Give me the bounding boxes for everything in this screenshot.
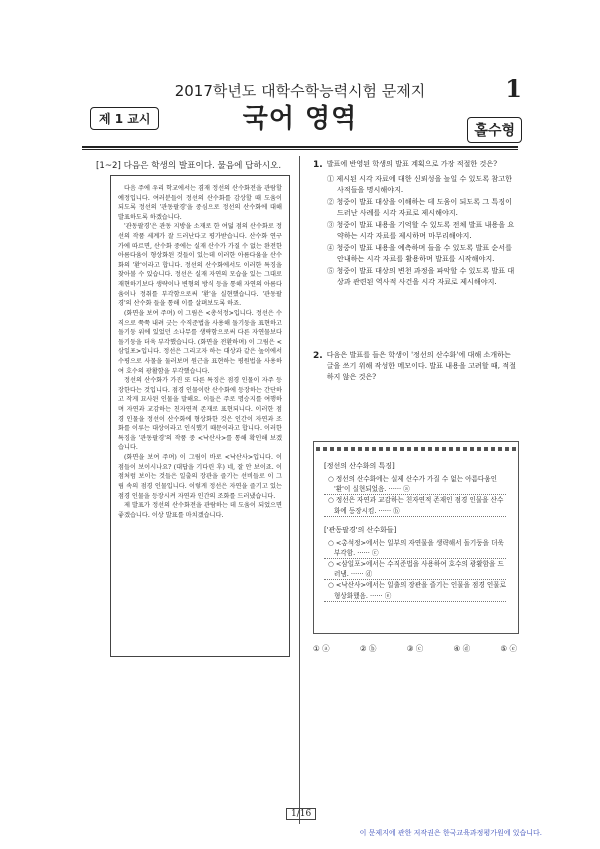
question-2-answers xyxy=(313,643,517,654)
question-2-number: 2. xyxy=(313,351,323,361)
question-1 xyxy=(313,159,517,288)
answer-option[interactable]: ④ ⓓ xyxy=(453,644,471,653)
answer-option[interactable]: ① 제시된 시각 자료에 대한 신뢰성을 높일 수 있도록 참고한 사적들을 명시해야지. xyxy=(327,173,512,194)
answer-option[interactable]: ② 청중이 발표 대상을 이해하는 데 도움이 되도록 그 특징이 드러난 사례를 시각 자료로 제시해야지. xyxy=(327,196,512,217)
answer-option[interactable]: ③ ⓒ xyxy=(406,644,424,653)
memo-item: ○ 정선의 산수화에는 실제 산수가 가질 수 없는 아름다움인 '환'이 실현되었음. ······ ⓐ xyxy=(324,474,506,495)
memo-section-1 xyxy=(324,461,506,517)
footer-page-number: 1/16 xyxy=(286,808,316,820)
answer-option[interactable]: ⑤ ⓔ xyxy=(500,644,517,653)
passage-paragraph: 다음 주에 우리 학교에서는 겸재 정선의 산수화전을 관람할 예정입니다. 여러분들이 정선의 산수화를 감상할 때 도움이 되도록 정선의 '관동팔경'을 중심으로 정선의 산수화에 대해 발표하도록 하겠습니다. xyxy=(118,185,282,221)
answer-option[interactable]: ② ⓑ xyxy=(359,644,377,653)
question-2-text: 다음은 발표를 들은 학생이 '정선의 산수화'에 대해 소개하는 글을 쓰기 위해 작성한 메모이다. 발표 내용을 고려할 때, 적절하지 않은 것은? xyxy=(326,350,516,381)
memo-section-2 xyxy=(324,525,506,602)
memo-item: ○ <삼일포>에서는 수직준법을 사용하여 호수의 광활함을 드러냄. ······ ⓓ xyxy=(324,559,506,580)
passage-paragraph: 제 발표가 정선의 산수화전을 관람하는 데 도움이 되었으면 좋겠습니다. 이상 발표를 마치겠습니다. xyxy=(118,502,282,519)
answer-option[interactable]: ① ⓐ xyxy=(313,644,330,653)
passage-box xyxy=(110,175,290,657)
memo-item: ○ 정선은 자연과 교감하는 친자연적 존재인 점경 인물을 산수화에 등장시킴. ······ ⓑ xyxy=(324,495,506,516)
answer-option[interactable]: ⑤ 청중이 발표 대상의 변천 과정을 파악할 수 있도록 발표 대상과 관련된 역사적 사건을 시각 자료로 제시해야지. xyxy=(327,265,515,286)
passage-paragraph: (화면을 보여 주며) 이 그림은 <총석정>입니다. 정선은 수직으로 쭉쭉 내려 긋는 수직준법을 사용해 돌기둥을 표현하고 돌기둥 위에 있었던 소나무를 생략함으로써 다른 자연물보다 돌기둥을 더욱 부각했습니다. (화면을 전환하며) 이 그림은 <삼일포>입니다. 정선은 그리고자 하는 대상과 같은 높이에서 수평으로 사물을 둘러보며 원근을 표현하는 평원법을 사용하여 호수의 광활함을 부각했습니다. xyxy=(118,309,282,375)
memo-section-title: ['관동팔경'의 산수화들] xyxy=(324,525,397,534)
exam-title: 2017학년도 대학수학능력시험 문제지 xyxy=(174,82,426,100)
memo-item: ○ <낙산사>에서는 일출의 장관을 즐기는 인물을 점경 인물로 형상화했음. ······ ⓔ xyxy=(324,580,506,601)
copyright-notice: 이 문제지에 관한 저작권은 한국교육과정평가원에 있습니다. xyxy=(359,829,542,837)
memo-box xyxy=(313,441,519,634)
instruction: [1~2] 다음은 학생의 발표이다. 물음에 답하시오. xyxy=(96,161,282,171)
question-1-text: 발표에 반영된 학생의 발표 계획으로 가장 적절한 것은? xyxy=(326,159,498,168)
page-number: 1 xyxy=(505,74,522,103)
form-type-badge: 홀수형 xyxy=(467,117,522,143)
column-divider xyxy=(299,156,300,824)
session-badge: 제 1 교시 xyxy=(90,107,159,130)
header-rule xyxy=(82,146,518,148)
passage-paragraph: '관동팔경'은 관동 지방을 소재로 한 여덟 점의 산수화로 정선의 작품 세계가 잘 드러난다고 평가받습니다. 산수화 연구가에 따르면, 산수화 중에는 실재 산수가 가질 수 없는 완전한 아름다움이 형상화된 것들이 있는데 이러한 아름다움을 산수화의 '환'이라고 합니다. 정선의 산수화에서도 이러한 특징을 찾아볼 수 있습니다. 정선은 실재 자연의 모습을 있는 그대로 재현하기보다 생략이나 변형의 방식 등을 통해 자연의 아름다움이나 정취를 부각함으로써 '환'을 실현했습니다. '관동팔경'의 산수화 들을 통해 이를 살펴보도록 하죠. xyxy=(118,223,282,308)
notebook-binding xyxy=(316,447,516,451)
answer-option[interactable]: ④ 청중이 발표 내용을 예측하며 들을 수 있도록 발표 순서를 안내하는 시각 자료를 활용하며 발표를 시작해야지. xyxy=(327,242,512,263)
passage-paragraph: (화면을 보여 주며) 이 그림이 바로 <낙산사>입니다. 이 점들이 보이시나요? (대답을 기다린 후) 네, 잘 안 보이죠. 이 점처럼 보이는 것들은 일출의 장관을 즐기는 선비들로 이 그림 속의 점경 인물입니다. 이렇게 정선은 자연을 즐기고 있는 점경 인물을 등장시켜 자연과 인간의 조화를 드러냈습니다. xyxy=(118,454,282,500)
header-rule-thin xyxy=(82,149,518,150)
answer-option[interactable]: ③ 청중이 발표 내용을 기억할 수 있도록 전체 발표 내용을 요약하는 시각 자료를 제시하며 마무리해야지. xyxy=(327,219,515,240)
memo-item: ○ <총석정>에서는 일부의 자연물을 생략해서 돌기둥을 더욱 부각함. ······ ⓒ xyxy=(324,538,506,559)
question-2-stem xyxy=(313,350,517,383)
question-2 xyxy=(313,350,517,383)
question-1-stem xyxy=(313,159,517,173)
question-1-number: 1. xyxy=(313,160,323,170)
passage-paragraph: 정선의 산수화가 가진 또 다른 특징은 점경 인물이 자주 등장한다는 것입니다. 점경 인물이란 산수화에 등장하는 간단하고 작게 묘사된 인물을 말해요. 이들은 주로 명승지를 여행하며 자연과 교감하는 친자연적 존재로 표현되니다. 이러한 점경 인물을 정선이 산수화에 형상화한 것은 인간이 자연과 조화를 이루는 대상이라고 인식했기 때문이라고 합니다. 이러한 특징을 '관동팔경'의 작품 중 <낙산사>를 통해 확인해 보겠습니다. xyxy=(118,377,282,452)
memo-section-title: [정선의 산수화의 특징] xyxy=(324,462,395,470)
subject-title: 국어 영역 xyxy=(242,104,358,134)
